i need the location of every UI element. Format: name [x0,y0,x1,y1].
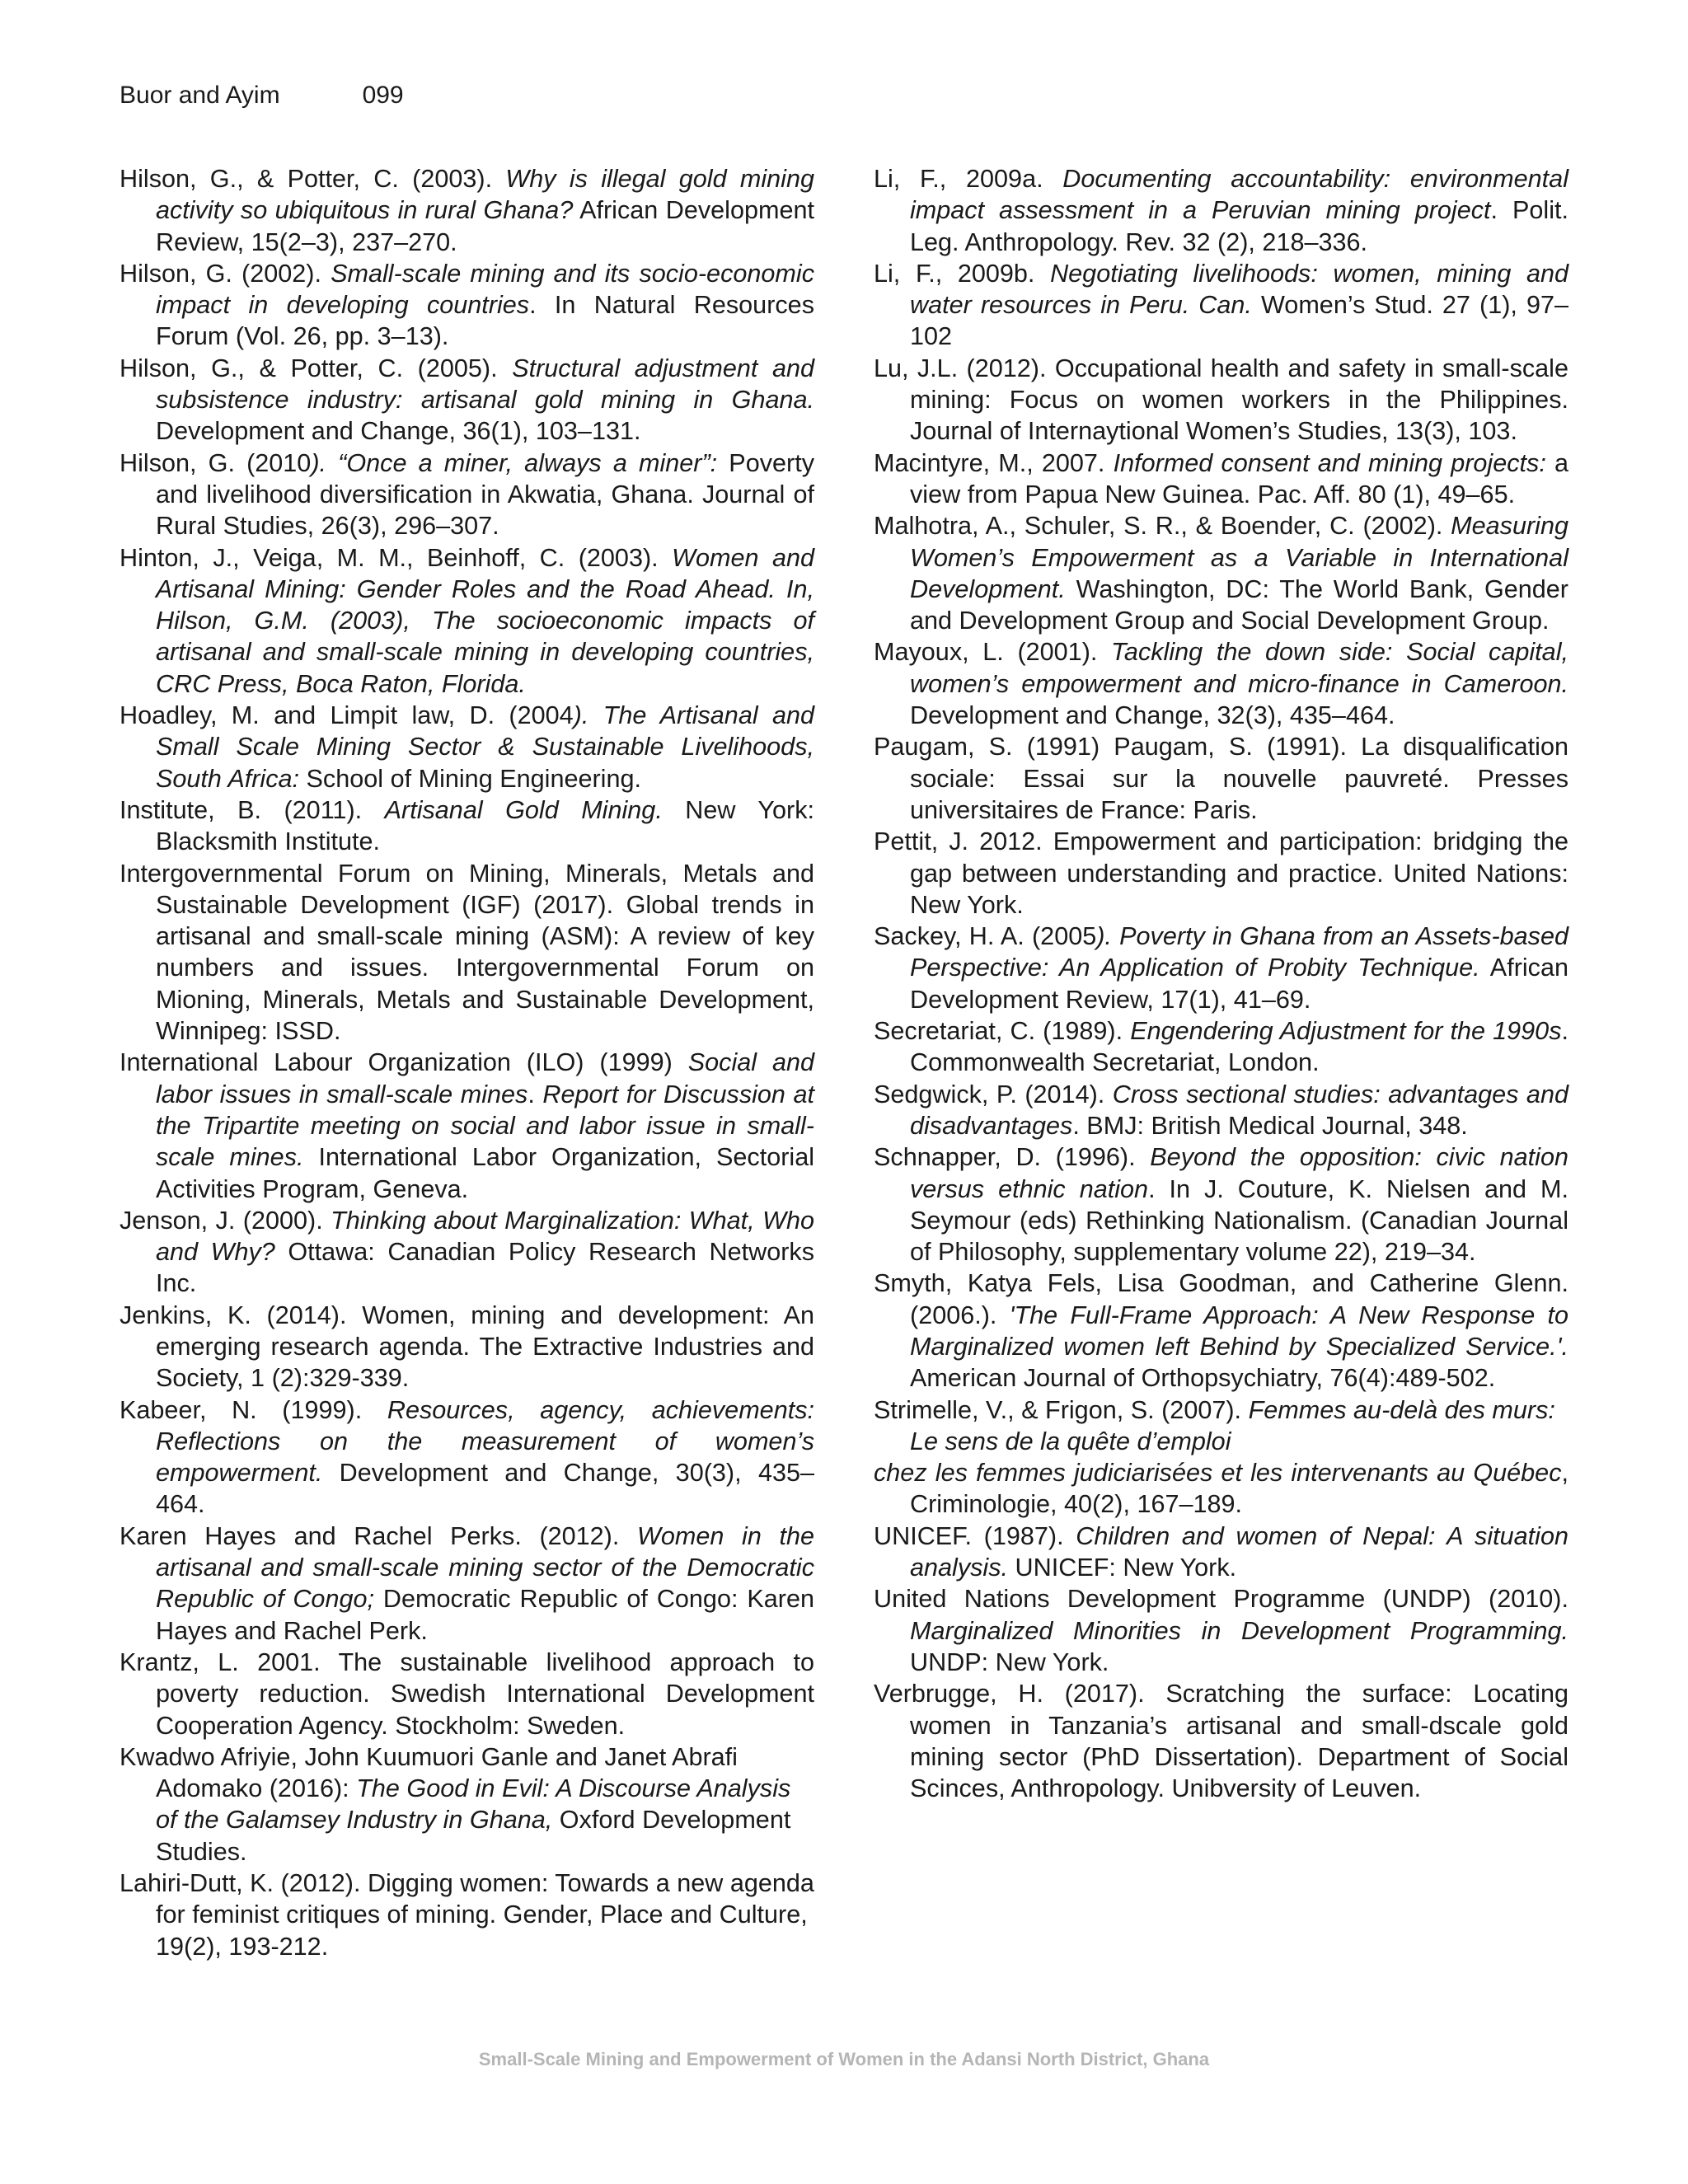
reference-title: Structural adjustment and subsistence industry: artisanal gold mining in Ghana. [156,354,814,415]
reference-text: New York: Blacksmith Institute. [156,795,815,856]
page-number: 099 [362,82,404,109]
reference-text: a view from Papua New Guinea. Pac. Aff. 80 (1), 49–65. [910,448,1569,509]
reference-entry [874,921,1568,1015]
reference-text: Oxford Development Studies. [156,1806,791,1866]
reference-entry [120,858,814,1047]
reference-title: Artisanal Gold Mining. [384,795,663,824]
reference-text: Lu, J.L. (2012). Occupational health and safety in small-scale mining: Focus on women workers in the Philippines. Journal of Internaytional Women’s Studies, 13(3), 103. [874,354,1568,446]
reference-text: Hoadley, M. and Limpit law, D. (2004 [120,701,574,730]
reference-text: Ottawa: Canadian Policy Research Networks Inc. [156,1238,814,1298]
reference-title: Tackling the down side: Social capital, women’s empowerment and micro-finance in Cameroon. [910,638,1568,698]
reference-text: Verbrugge, H. (2017). Scratching the surface: Locating women in Tanzania’s artisanal and small-dscale gold mining sector (PhD Dissertation). Department of Social Scinces, Anthropology. Unibversity of Leuven. [874,1680,1568,1803]
reference-text: . In Natural Resources Forum (Vol. 26, pp. 3–13). [156,291,814,351]
reference-text: Institute, B. (2011). [120,795,385,824]
reference-text: African Development Review, 17(1), 41–69. [910,954,1569,1014]
reference-title: ). Poverty in Ghana from an Assets-based Perspective: An Application of Probity Technique. [910,922,1568,982]
reference-entry [874,163,1568,258]
reference-text: Paugam, S. (1991) Paugam, S. (1991). La disqualification sociale: Essai sur la nouvelle pauvreté. Presses universitaires de France: Paris. [874,733,1568,824]
reference-entry [120,258,814,353]
references-right-column [874,163,1568,1804]
reference-entry [874,258,1568,353]
reference-text: Schnapper, D. (1996). [874,1143,1151,1172]
reference-text: Mayoux, L. (2001). [874,638,1112,667]
reference-entry [120,542,814,700]
reference-text: . In J. Couture, K. Nielsen and M. Seymour (eds) Rethinking Nationalism. (Canadian Journal of Philosophy, supplementary volume 22), 219–34. [910,1174,1568,1267]
reference-entry [874,1521,1568,1584]
reference-entry [120,1047,814,1204]
header-authors: Buor and Ayim [120,82,280,109]
reference-text: United Nations Development Programme (UNDP) (2010). [874,1585,1568,1614]
reference-entry [874,826,1568,921]
reference-text: School of Mining Engineering. [299,764,642,793]
reference-entry [874,510,1568,636]
reference-text: Kabeer, N. (1999). [120,1395,387,1424]
reference-text: . Commonwealth Secretariat, London. [910,1017,1568,1077]
reference-text: Krantz, L. 2001. The sustainable livelihood approach to poverty reduction. Swedish International Development Cooperation Agency. Stockholm: Sweden. [120,1647,814,1740]
reference-text: Democratic Republic of Congo: Karen Hayes and Rachel Perk. [156,1585,814,1645]
reference-text: . Polit. Leg. Anthropology. Rev. 32 (2), 218–336. [910,196,1568,256]
reference-title: Femmes au-delà des murs: Le sens de la quête d’emploi [910,1395,1555,1455]
reference-text: Hilson, G. (2010 [120,448,312,477]
reference-text: . BMJ: British Medical Journal, 348. [1072,1111,1468,1140]
reference-title: Thinking about Marginalization: What, Who and Why? [156,1206,814,1267]
reference-entry [874,353,1568,448]
reference-entry [120,448,814,542]
reference-text: Hilson, G., & Potter, C. (2005). [120,354,513,382]
reference-text: Sedgwick, P. (2014). [874,1080,1113,1108]
reference-title: Negotiating livelihoods: women, mining and water resources in Peru. Can. [910,259,1569,320]
reference-title: Marginalized Minorities in Development Programming. [910,1616,1568,1645]
reference-text: Intergovernmental Forum on Mining, Minerals, Metals and Sustainable Development (IGF) (2017). Global trends in artisanal and small-scale mining (ASM): A review of key numbers and issues. Intergovernmental Forum on Mioning, Minerals, Metals and Sustainable Development, Winnipeg: ISSD. [120,859,814,1046]
reference-text: Strimelle, V., & Frigon, S. (2007). [874,1395,1249,1424]
reference-title: Why is illegal gold mining activity so ubiquitous in rural Ghana? [156,165,814,225]
reference-entry [874,1678,1568,1804]
reference-text: Development and Change, 32(3), 435–464. [910,701,1395,730]
reference-title: ). The Artisanal and Small Scale Mining Sector & Sustainable Livelihoods, South Africa: [156,701,815,793]
reference-entry [874,448,1568,511]
reference-entry [120,1394,814,1521]
reference-entry [874,636,1568,731]
reference-text: Karen Hayes and Rachel Perks. (2012). [120,1521,637,1550]
reference-entry [874,1394,1568,1458]
reference-text: Development and Change, 30(3), 435–464. [156,1459,814,1519]
reference-entry [120,1300,814,1394]
reference-title: Social and labor issues in small-scale mines [156,1048,815,1108]
reference-text: Poverty and livelihood diversification in Akwatia, Ghana. Journal of Rural Studies, 26(3), 296–307. [156,448,815,541]
reference-title: Cross sectional studies: advantages and disadvantages [910,1080,1568,1140]
reference-title: Informed consent and mining projects: [1113,448,1546,477]
reference-text: UNICEF: New York. [1008,1554,1237,1582]
reference-title: The Good in Evil: A Discourse Analysis of the Galamsey Industry in Ghana, [156,1774,791,1835]
reference-text: Li, F., 2009a. [874,165,1063,193]
reference-title: chez les femmes judiciarisées et les intervenants au Québec [874,1459,1562,1488]
reference-entry [120,700,814,794]
reference-text: Washington, DC: The World Bank, Gender and Development Group and Social Development Group. [910,574,1568,635]
running-header [120,79,404,112]
reference-entry [874,1141,1568,1268]
reference-entry [874,731,1568,826]
reference-text: African Development Review, 15(2–3), 237–270. [156,196,814,256]
reference-text: Hilson, G. (2002). [120,259,331,288]
reference-entry [120,163,814,258]
reference-entry [874,1015,1568,1079]
reference-title: Engendering Adjustment for the 1990s [1130,1017,1562,1046]
reference-text: Pettit, J. 2012. Empowerment and participation: bridging the gap between understanding and practice. United Nations: New York. [874,827,1568,919]
reference-entry [120,1647,814,1741]
reference-title: Women and Artisanal Mining: Gender Roles and the Road Ahead. In, Hilson, G.M. (2003), The socioeconomic impacts of artisanal and small-scale mining in developing countries, CRC Press, Boca Raton, Florida. [156,543,815,698]
reference-entry [120,353,814,448]
reference-title: Documenting accountability: environmental impact assessment in a Peruvian mining project [910,165,1568,225]
reference-text: , Criminologie, 40(2), 167–189. [910,1459,1568,1519]
reference-entry [874,1079,1568,1142]
reference-text: Secretariat, C. (1989). [874,1017,1131,1046]
reference-text: Jenson, J. (2000). [120,1206,331,1235]
reference-text: Malhotra, A., Schuler, S. R., & Boender, C. (2002). [874,512,1451,541]
reference-text: UNDP: New York. [910,1647,1109,1676]
reference-title: Resources, agency, achievements: Reflections on the measurement of women’s empowerment. [156,1395,814,1488]
reference-title: Report for Discussion at the Tripartite meeting on social and labor issue in small-scale mines. [156,1080,815,1172]
reference-entry [874,1583,1568,1678]
reference-text: Hinton, J., Veiga, M. M., Beinhoff, C. (2003). [120,543,673,572]
reference-title: Beyond the opposition: civic nation versus ethnic nation [910,1143,1568,1203]
reference-text: Jenkins, K. (2014). Women, mining and development: An emerging research agenda. The Extractive Industries and Society, 1 (2):329-339. [120,1301,814,1393]
reference-entry [120,794,814,858]
reference-text: International Labour Organization (ILO) (1999) [120,1048,688,1077]
reference-entry [874,1268,1568,1394]
reference-text: Smyth, Katya Fels, Lisa Goodman, and Catherine Glenn. (2006.). [874,1269,1568,1329]
reference-text: International Labor Organization, Sectorial Activities Program, Geneva. [156,1143,814,1203]
reference-text: UNICEF. (1987). [874,1521,1076,1550]
reference-text: Macintyre, M., 2007. [874,448,1114,477]
reference-entry [120,1521,814,1647]
reference-text: Lahiri-Dutt, K. (2012). Digging women: Towards a new agenda for feminist critiques of mining. Gender, Place and Culture, 19(2), 193-212. [120,1869,814,1961]
reference-text: Women’s Stud. 27 (1), 97–102 [910,291,1568,351]
reference-entry [874,1457,1568,1521]
reference-entry [120,1868,814,1962]
reference-title: Small-scale mining and its socio-economic impact in developing countries [156,259,814,320]
reference-text: Hilson, G., & Potter, C. (2003). [120,165,506,193]
reference-text: . [528,1080,543,1108]
reference-text: American Journal of Orthopsychiatry, 76(4):489-502. [910,1364,1496,1393]
reference-text: Development and Change, 36(1), 103–131. [156,417,641,446]
reference-title: ). “Once a miner, always a miner”: [311,448,718,477]
reference-title: Measuring Women’s Empowerment as a Variable in International Development. [910,512,1568,603]
reference-title: 'The Full-Frame Approach: A New Response to Marginalized women left Behind by Specialized Service.'. [910,1301,1569,1361]
reference-title: Women in the artisanal and small-scale mining sector of the Democratic Republic of Congo; [156,1521,814,1614]
reference-entry [120,1205,814,1300]
running-footer: Small-Scale Mining and Empowerment of Women in the Adansi North District, Ghana [478,2049,1210,2069]
reference-text: Li, F., 2009b. [874,259,1051,288]
reference-text: Kwadwo Afriyie, John Kuumuori Ganle and Janet Abrafi Adomako (2016): [120,1742,738,1803]
reference-text: Sackey, H. A. (2005 [874,922,1097,951]
reference-entry [120,1741,814,1868]
reference-title: Children and women of Nepal: A situation analysis. [910,1521,1568,1582]
references-left-column [120,163,814,1962]
